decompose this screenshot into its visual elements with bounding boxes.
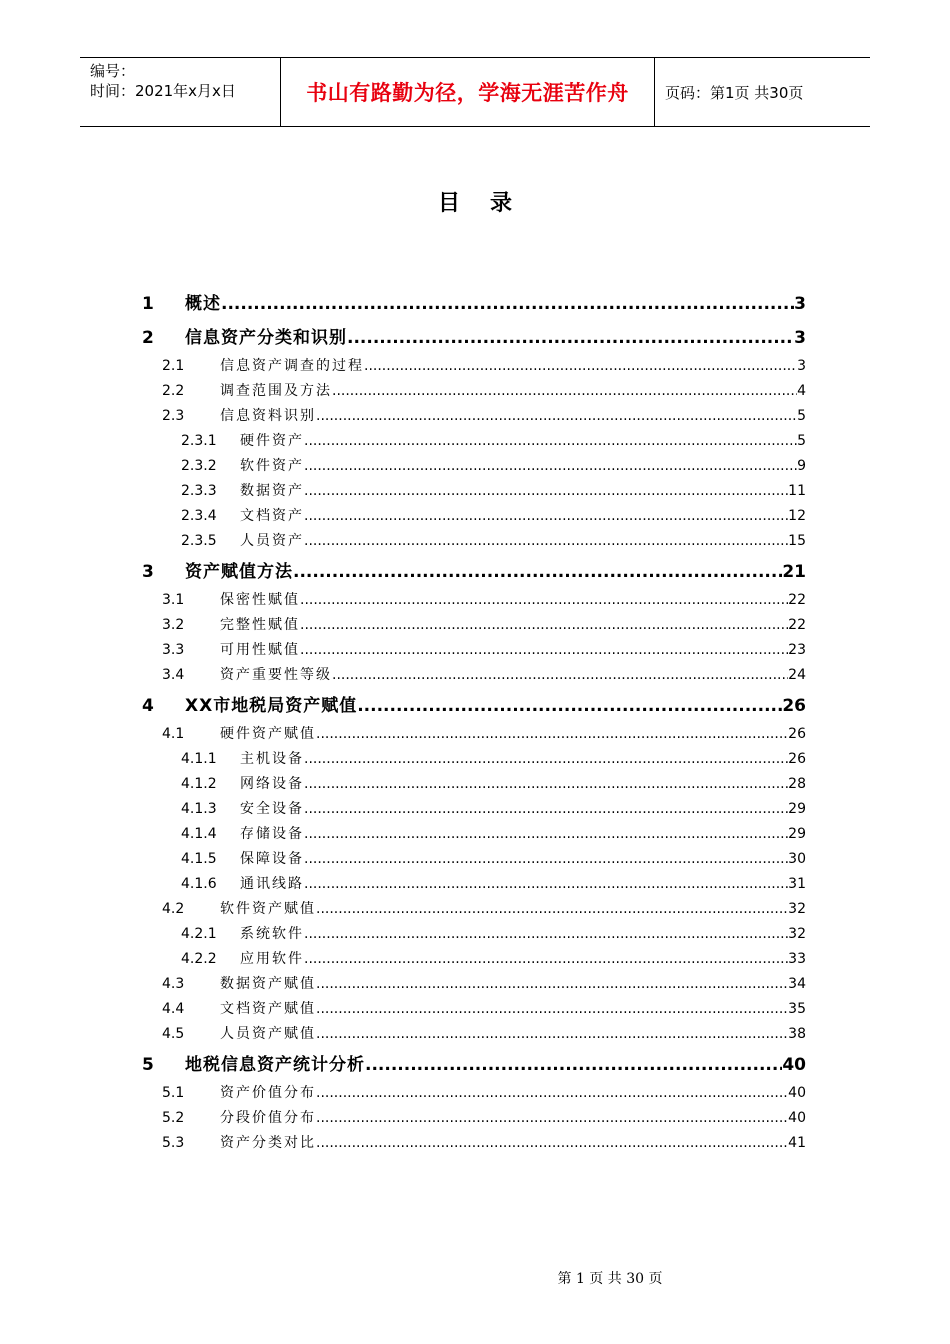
- toc-entry-number: 2.3: [162, 408, 185, 424]
- toc-entry-label: 地税信息资产统计分析: [185, 1055, 365, 1075]
- toc-entry-number: 4.1.3: [181, 801, 217, 817]
- toc-entry[interactable]: [140, 690, 806, 722]
- toc-entry-label: 分段价值分布: [220, 1110, 316, 1126]
- toc-entry-label: 可用性赋值: [220, 642, 300, 658]
- toc-entry-label: 信息资料识别: [220, 408, 316, 424]
- toc-entry[interactable]: [140, 663, 806, 688]
- toc-leader-dots: [304, 429, 797, 454]
- toc-entry-page: 32: [788, 926, 806, 942]
- toc-entry-number: 2.3.5: [181, 533, 217, 549]
- header-meta: [80, 58, 281, 126]
- toc-entry-number: 3.1: [162, 592, 185, 608]
- toc-entry[interactable]: [140, 847, 806, 872]
- toc-entry-label: 系统软件: [240, 926, 304, 942]
- toc-entry-page: 21: [782, 562, 806, 582]
- toc-entry[interactable]: [140, 638, 806, 663]
- toc-entry-page: 40: [788, 1085, 806, 1101]
- toc-leader-dots: [304, 847, 788, 872]
- toc-entry-page: 5: [797, 433, 806, 449]
- toc-entry-number: 3.4: [162, 667, 185, 683]
- toc-leader-dots: [316, 897, 788, 922]
- toc-leader-dots: [304, 947, 788, 972]
- toc-entry-number: 4.3: [162, 976, 185, 992]
- toc-leader-dots: [304, 872, 788, 897]
- toc-entry-number: 4.5: [162, 1026, 185, 1042]
- toc-entry-label: 完整性赋值: [220, 617, 300, 633]
- toc-entry-label: 主机设备: [240, 751, 304, 767]
- toc-leader-dots: [347, 322, 794, 354]
- toc-entry[interactable]: [140, 354, 806, 379]
- toc-entry-number: 4.1.1: [181, 751, 217, 767]
- toc-entry-number: 2.3.4: [181, 508, 217, 524]
- toc-entry-number: 3: [142, 562, 154, 582]
- toc-entry-label: 硬件资产: [240, 433, 304, 449]
- toc-entry[interactable]: [140, 972, 806, 997]
- toc-leader-dots: [316, 1022, 788, 1047]
- toc-entry[interactable]: [140, 1049, 806, 1081]
- toc-entry-number: 3.3: [162, 642, 185, 658]
- toc-entry-label: 保障设备: [240, 851, 304, 867]
- toc-entry-label: 安全设备: [240, 801, 304, 817]
- toc-entry-number: 4.1.4: [181, 826, 217, 842]
- toc-entry-label: 人员资产: [240, 533, 304, 549]
- header-page-info: 页码：第1页 共30页: [665, 83, 804, 102]
- time-label: 时间：2021年x月x日: [90, 82, 236, 100]
- header-motto: 书山有路勤为径，学海无涯苦作舟: [281, 58, 655, 126]
- toc-entry[interactable]: [140, 479, 806, 504]
- toc-entry-number: 2.3.1: [181, 433, 217, 449]
- toc-leader-dots: [304, 479, 788, 504]
- toc-entry-number: 2.3.2: [181, 458, 217, 474]
- toc-entry-label: 人员资产赋值: [220, 1026, 316, 1042]
- toc-leader-dots: [316, 1131, 788, 1156]
- toc-entry-label: 网络设备: [240, 776, 304, 792]
- toc-entry[interactable]: [140, 288, 806, 320]
- toc-entry-label: 概述: [185, 294, 221, 314]
- toc-entry-page: 4: [797, 383, 806, 399]
- toc-entry-number: 5.2: [162, 1110, 185, 1126]
- toc-leader-dots: [364, 354, 797, 379]
- toc-entry[interactable]: [140, 404, 806, 429]
- toc-entry[interactable]: [140, 529, 806, 554]
- toc-entry[interactable]: [140, 897, 806, 922]
- toc-entry-page: 30: [788, 851, 806, 867]
- toc-entry-number: 4.2: [162, 901, 185, 917]
- toc-entry-number: 3.2: [162, 617, 185, 633]
- toc-entry-number: 5.3: [162, 1135, 185, 1151]
- toc-entry-page: 40: [788, 1110, 806, 1126]
- toc-entry[interactable]: [140, 379, 806, 404]
- toc-entry-page: 26: [782, 696, 806, 716]
- toc-entry-label: 资产重要性等级: [220, 667, 332, 683]
- toc-entry-page: 3: [797, 358, 806, 374]
- toc-entry-label: 资产价值分布: [220, 1085, 316, 1101]
- page-footer: 第 1 页 共 30 页: [557, 1271, 663, 1287]
- toc-entry-label: 软件资产赋值: [220, 901, 316, 917]
- toc-entry[interactable]: [140, 922, 806, 947]
- serial-number-label: 编号：: [90, 62, 136, 80]
- toc-entry-label: 资产分类对比: [220, 1135, 316, 1151]
- toc-leader-dots: [304, 529, 788, 554]
- toc-entry[interactable]: [140, 947, 806, 972]
- toc-entry-page: 3: [794, 294, 806, 314]
- toc-entry-page: 35: [788, 1001, 806, 1017]
- toc-entry-label: 文档资产: [240, 508, 304, 524]
- toc-leader-dots: [357, 690, 782, 722]
- toc-entry-label: 硬件资产赋值: [220, 726, 316, 742]
- toc-entry-page: 24: [788, 667, 806, 683]
- toc-entry-number: 4.2.1: [181, 926, 217, 942]
- toc-entry-page: 22: [788, 617, 806, 633]
- toc-entry-page: 29: [788, 826, 806, 842]
- toc-entry-page: 12: [788, 508, 806, 524]
- toc-entry[interactable]: [140, 1106, 806, 1131]
- toc-entry-label: 软件资产: [240, 458, 304, 474]
- toc-leader-dots: [304, 822, 788, 847]
- toc-leader-dots: [304, 797, 788, 822]
- toc-leader-dots: [304, 454, 797, 479]
- toc-entry-page: 33: [788, 951, 806, 967]
- toc-entry-page: 11: [788, 483, 806, 499]
- toc-entry-page: 26: [788, 726, 806, 742]
- toc-entry-label: XX市地税局资产赋值: [185, 696, 358, 716]
- toc-entry-number: 5.1: [162, 1085, 185, 1101]
- toc-entry-label: 信息资产调查的过程: [220, 358, 364, 374]
- toc-entry-page: 9: [797, 458, 806, 474]
- table-of-contents: [140, 286, 806, 1156]
- toc-entry-number: 4.1: [162, 726, 185, 742]
- toc-entry-label: 资产赋值方法: [185, 562, 293, 582]
- toc-entry[interactable]: [140, 504, 806, 529]
- toc-leader-dots: [316, 404, 797, 429]
- toc-leader-dots: [300, 638, 788, 663]
- toc-entry-page: 26: [788, 751, 806, 767]
- toc-entry-page: 32: [788, 901, 806, 917]
- toc-entry-page: 22: [788, 592, 806, 608]
- toc-leader-dots: [300, 588, 788, 613]
- toc-entry[interactable]: [140, 722, 806, 747]
- toc-entry[interactable]: [140, 454, 806, 479]
- toc-entry-number: 2.2: [162, 383, 185, 399]
- toc-entry-label: 数据资产: [240, 483, 304, 499]
- toc-entry-page: 29: [788, 801, 806, 817]
- toc-entry-number: 4.1.6: [181, 876, 217, 892]
- toc-leader-dots: [316, 972, 788, 997]
- toc-leader-dots: [332, 379, 797, 404]
- toc-entry-label: 数据资产赋值: [220, 976, 316, 992]
- toc-entry-page: 15: [788, 533, 806, 549]
- toc-leader-dots: [221, 288, 794, 320]
- toc-leader-dots: [316, 997, 788, 1022]
- toc-entry[interactable]: [140, 1022, 806, 1047]
- toc-leader-dots: [316, 1081, 788, 1106]
- toc-entry-label: 调查范围及方法: [220, 383, 332, 399]
- toc-entry-label: 保密性赋值: [220, 592, 300, 608]
- toc-leader-dots: [316, 1106, 788, 1131]
- toc-entry-label: 通讯线路: [240, 876, 304, 892]
- toc-entry-label: 信息资产分类和识别: [185, 328, 347, 348]
- toc-entry-number: 4.4: [162, 1001, 185, 1017]
- toc-entry-page: 34: [788, 976, 806, 992]
- toc-entry[interactable]: [140, 588, 806, 613]
- toc-entry[interactable]: [140, 822, 806, 847]
- toc-entry-number: 4.1.2: [181, 776, 217, 792]
- toc-entry[interactable]: [140, 797, 806, 822]
- toc-entry[interactable]: [140, 997, 806, 1022]
- page-header: [80, 57, 870, 127]
- toc-entry[interactable]: [140, 1131, 806, 1156]
- toc-entry-number: 4: [142, 696, 154, 716]
- toc-entry-number: 2.3.3: [181, 483, 217, 499]
- toc-entry-label: 应用软件: [240, 951, 304, 967]
- toc-entry-page: 38: [788, 1026, 806, 1042]
- toc-entry-number: 5: [142, 1055, 154, 1075]
- toc-entry-number: 2.1: [162, 358, 185, 374]
- toc-leader-dots: [304, 504, 788, 529]
- toc-leader-dots: [304, 922, 788, 947]
- toc-entry[interactable]: [140, 1081, 806, 1106]
- toc-entry-page: 23: [788, 642, 806, 658]
- toc-entry-page: 28: [788, 776, 806, 792]
- toc-entry[interactable]: [140, 556, 806, 588]
- toc-entry-page: 31: [788, 876, 806, 892]
- toc-entry-label: 存储设备: [240, 826, 304, 842]
- toc-leader-dots: [304, 747, 788, 772]
- toc-entry[interactable]: [140, 747, 806, 772]
- toc-entry-number: 4.2.2: [181, 951, 217, 967]
- toc-entry-page: 40: [782, 1055, 806, 1075]
- toc-leader-dots: [365, 1049, 782, 1081]
- toc-entry-number: 4.1.5: [181, 851, 217, 867]
- toc-entry[interactable]: [140, 613, 806, 638]
- toc-entry-number: 2: [142, 328, 154, 348]
- toc-leader-dots: [300, 613, 788, 638]
- toc-leader-dots: [304, 772, 788, 797]
- toc-entry-page: 41: [788, 1135, 806, 1151]
- toc-leader-dots: [316, 722, 788, 747]
- toc-entry[interactable]: [140, 872, 806, 897]
- toc-leader-dots: [332, 663, 788, 688]
- toc-title: 目录: [437, 191, 542, 216]
- toc-entry-number: 1: [142, 294, 154, 314]
- toc-entry[interactable]: [140, 322, 806, 354]
- toc-entry-label: 文档资产赋值: [220, 1001, 316, 1017]
- toc-entry-page: 3: [794, 328, 806, 348]
- toc-leader-dots: [293, 556, 782, 588]
- toc-entry[interactable]: [140, 772, 806, 797]
- toc-entry[interactable]: [140, 429, 806, 454]
- toc-entry-page: 5: [797, 408, 806, 424]
